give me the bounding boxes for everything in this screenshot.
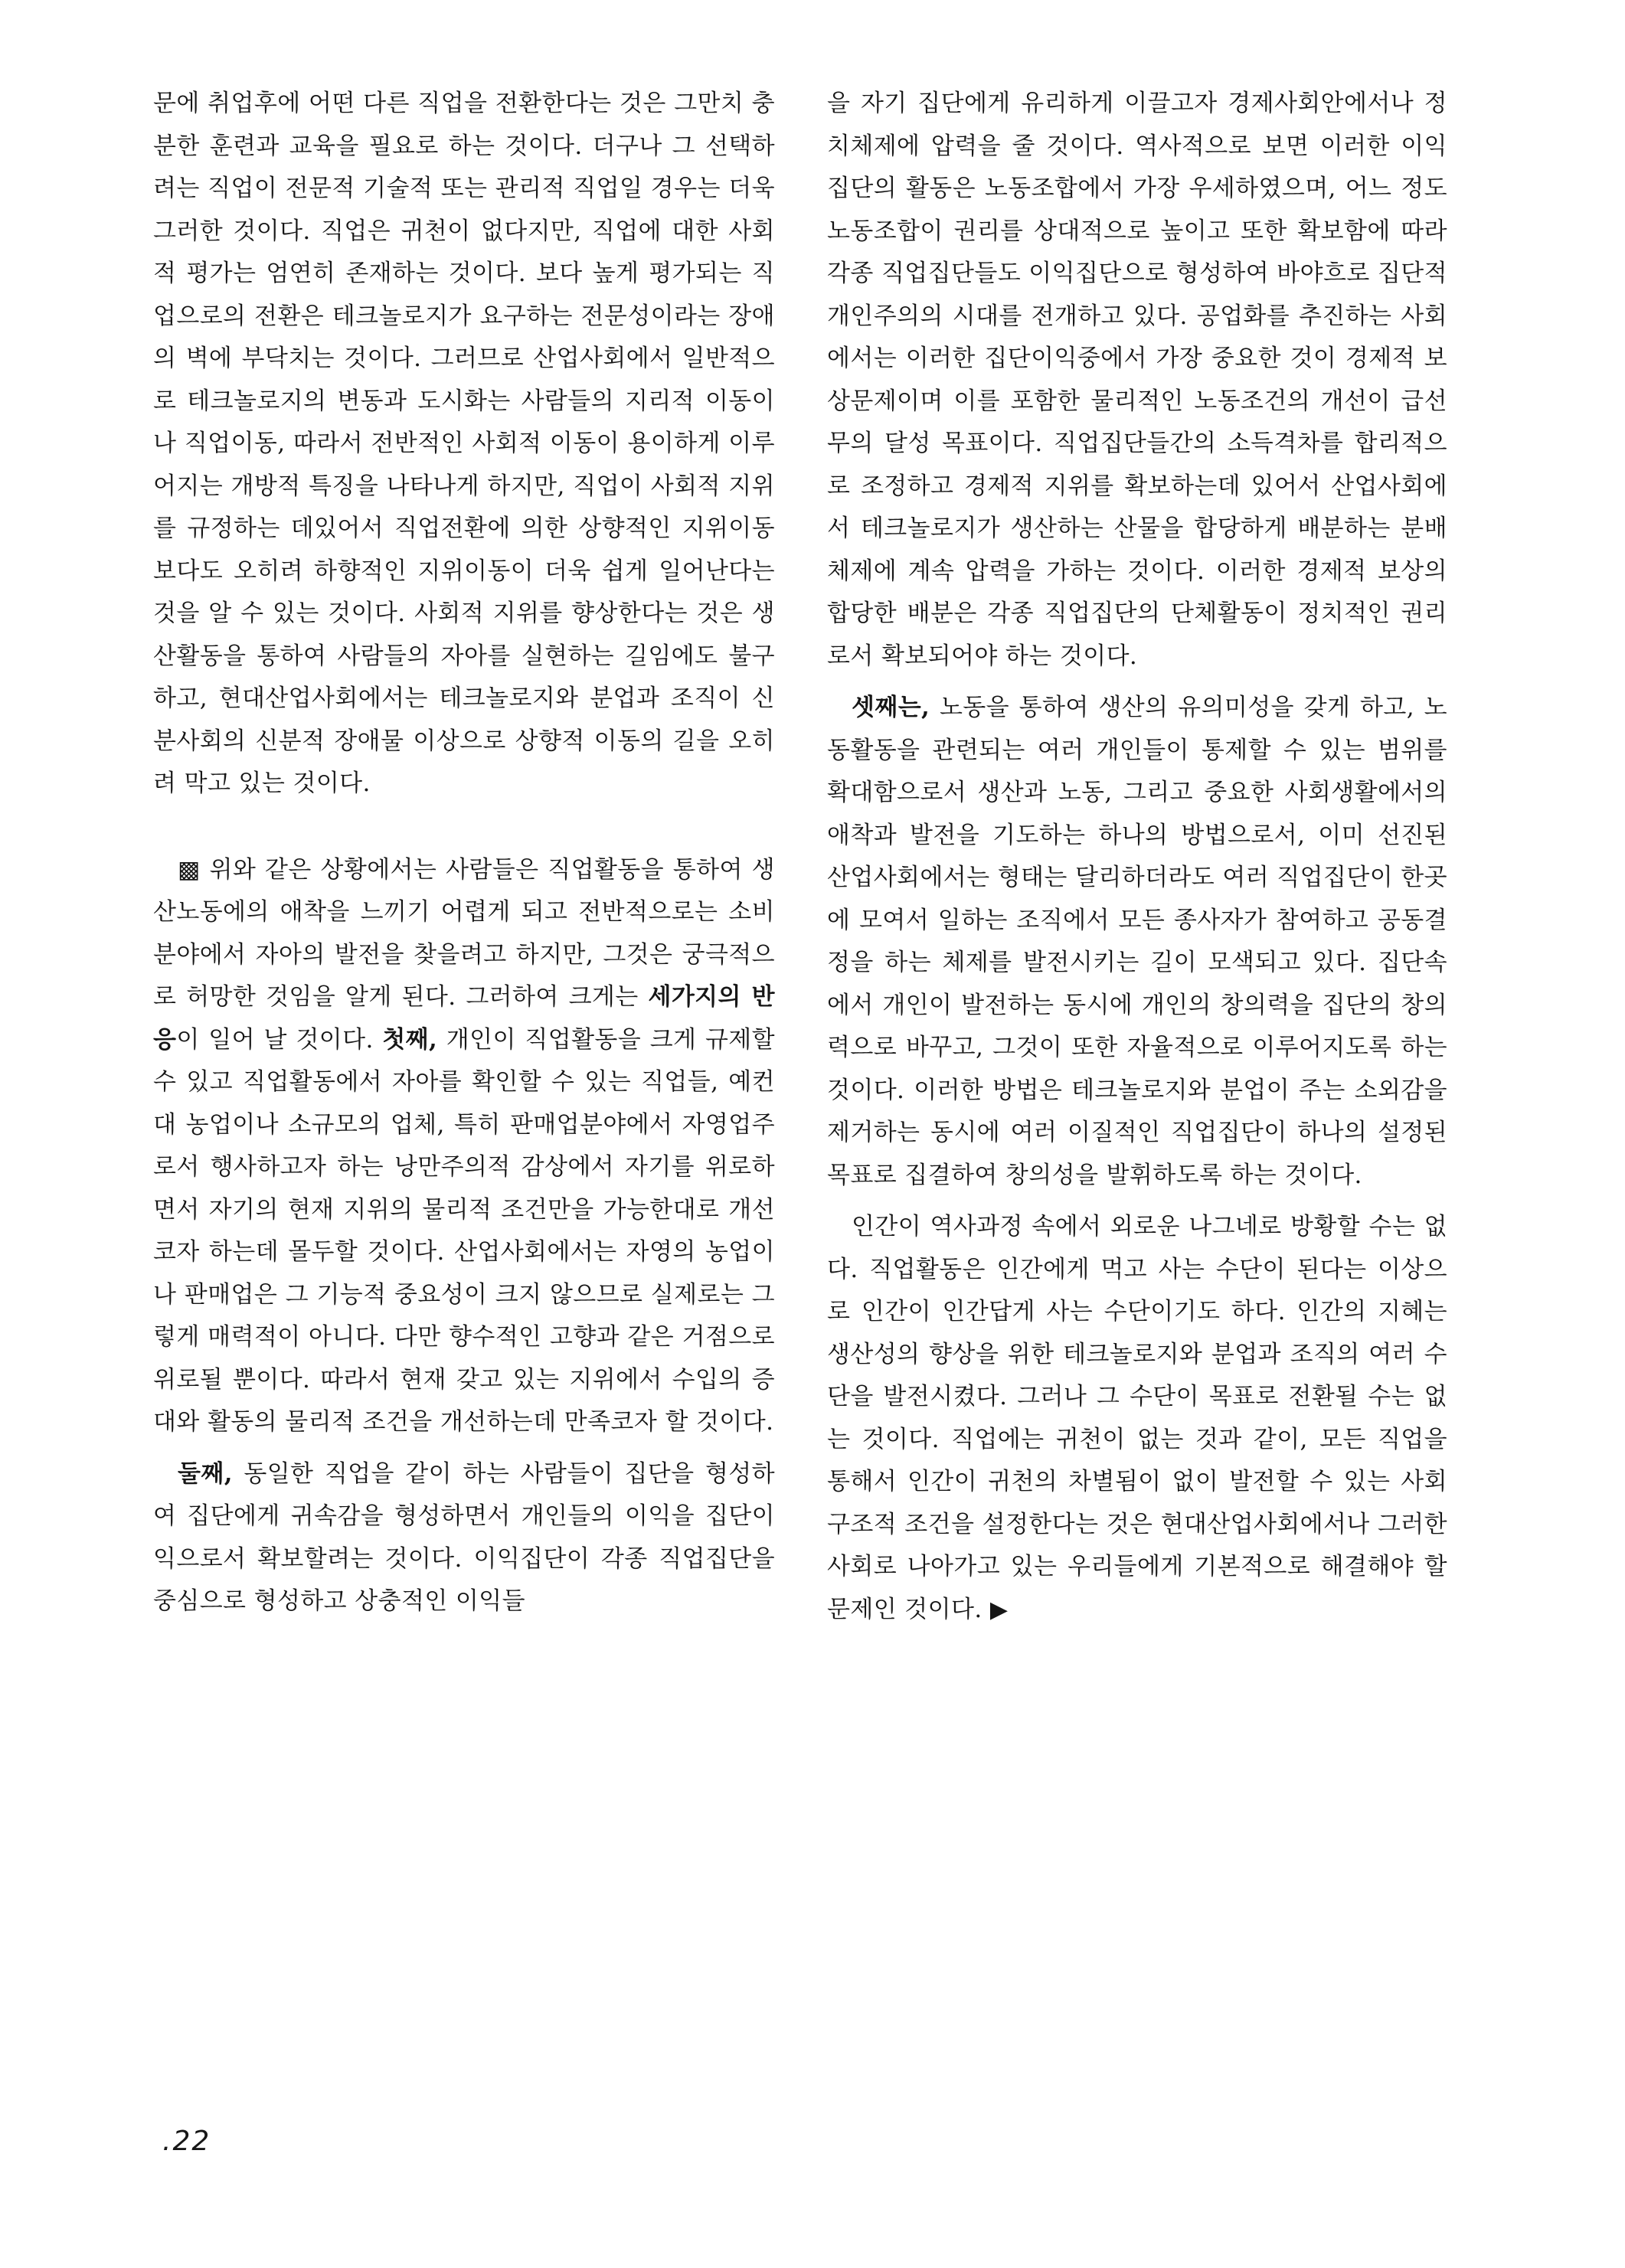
paragraph (153, 849, 775, 1444)
paragraph-text: 이 일어 날 것이다. (176, 1025, 383, 1054)
paragraph-text: 인간이 역사과정 속에서 외로운 나그네로 방황할 수는 없다. 직업활동은 인간에게 먹고 사는 수단이 된다는 이상으로 인간이 인간답게 사는 수단이기도 하다. 인간의 지혜는 생산성의 향상을 위한 테크놀로지와 분업과 조직의 여러 수단을 발전시켰다. 그러나 그 수단이 목표로 전환될 수는 없는 것이다. 직업에는 귀천이 없는 것과 같이, 모든 직업을 통해서 인간이 귀천의 차별됨이 없이 발전할 수 있는 사회 구조적 조건을 설정한다는 것은 현대산업사회에서나 그러한 사회로 나아가고 있는 우리들에게 기본적으로 해결해야 할 문제인 것이다. (827, 1213, 1447, 1623)
paragraph: 문에 취업후에 어떤 다른 직업을 전환한다는 것은 그만치 충분한 훈련과 교육을 필요로 하는 것이다. 더구나 그 선택하려는 직업이 전문적 기술적 또는 관리적 직업일 경우는 더욱 그러한 것이다. 직업은 귀천이 없다지만, 직업에 대한 사회적 평가는 엄연히 존재하는 것이다. 보다 높게 평가되는 직업으로의 전환은 테크놀로지가 요구하는 전문성이라는 장애의 벽에 부닥치는 것이다. 그러므로 산업사회에서 일반적으로 테크놀로지의 변동과 도시화는 사람들의 지리적 이동이나 직업이동, 따라서 전반적인 사회적 이동이 용이하게 이루어지는 개방적 특징을 나타나게 하지만, 직업이 사회적 지위를 규정하는 데있어서 직업전환에 의한 상향적인 지위이동보다도 오히려 하향적인 지위이동이 더욱 쉽게 일어난다는 것을 알 수 있는 것이다. 사회적 지위를 향상한다는 것은 생산활동을 통하여 사람들의 자아를 실현하는 길임에도 불구하고, 현대산업사회에서는 테크놀로지와 분업과 조직이 신분사회의 신분적 장애물 이상으로 상향적 이동의 길을 오히려 막고 있는 것이다. (153, 90, 775, 797)
paragraph: 을 자기 집단에게 유리하게 이끌고자 경제사회안에서나 정치체제에 압력을 줄 것이다. 역사적으로 보면 이러한 이익집단의 활동은 노동조합에서 가장 우세하였으며, 어느 정도 노동조합이 권리를 상대적으로 높이고 또한 확보함에 따라 각종 직업집단들도 이익집단으로 형성하여 바야흐로 집단적 개인주의의 시대를 전개하고 있다. 공업화를 추진하는 사회에서는 이러한 집단이익중에서 가장 중요한 것이 경제적 보상문제이며 이를 포함한 물리적인 노동조건의 개선이 급선무의 달성 목표이다. 직업집단들간의 소득격차를 합리적으로 조정하고 경제적 지위를 확보하는데 있어서 산업사회에서 테크놀로지가 생산하는 산물을 합당하게 배분하는 분배체제에 계속 압력을 가하는 것이다. 이러한 경제적 보상의 합당한 배분은 각종 직업집단의 단체활동이 정치적인 권리로서 확보되어야 하는 것이다. (827, 90, 1447, 670)
paragraph (153, 1453, 775, 1623)
emphasis-text: 세가지의 반응 (153, 983, 775, 1054)
paragraph-text: 개인이 직업활동을 크게 규제할 수 있고 직업활동에서 자아를 확인할 수 있는 직업들, 예컨대 농업이나 소규모의 업체, 특히 판매업분야에서 자영업주로서 행사하고자 하는 낭만주의적 감상에서 자기를 위로하면서 자기의 현재 지위의 물리적 조건만을 가능한대로 개선코자 하는데 몰두할 것이다. 산업사회에서는 자영의 농업이나 판매업은 그 기능적 중요성이 크지 않으므로 실제로는 그렇게 매력적이 아니다. 다만 향수적인 고향과 같은 거점으로 위로될 뿐이다. 따라서 현재 갖고 있는 지위에서 수입의 증대와 활동의 물리적 조건을 개선하는데 만족코자 할 것이다. (153, 1025, 775, 1436)
paragraph-text: 위와 같은 상황에서는 사람들은 직업활동을 통하여 생산노동에의 애착을 느끼기 어렵게 되고 전반적으로는 소비분야에서 자아의 발전을 찾을려고 하지만, 그것은 궁극적으로 허망한 것임을 알게 된다. 그러하여 크게는 (153, 855, 775, 1011)
end-mark-icon: ▶ (989, 1596, 1009, 1623)
emphasis-third: 셋째는, (852, 694, 930, 721)
paragraph-text: 동일한 직업을 같이 하는 사람들이 집단을 형성하여 집단에게 귀속감을 형성하면서 개인들의 이익을 집단이익으로서 확보할려는 것이다. 이익집단이 각종 직업집단을 중심으로 형성하고 상충적인 이익들 (153, 1459, 775, 1615)
paragraph-text: 노동을 통하여 생산의 유의미성을 갖게 하고, 노동활동을 관련되는 여러 개인들이 통제할 수 있는 범위를 확대함으로서 생산과 노동, 그리고 중요한 사회생활에서의 애착과 발전을 기도하는 하나의 방법으로서, 이미 선진된 산업사회에서는 형태는 달리하더라도 여러 직업집단이 한곳에 모여서 일하는 조직에서 모든 종사자가 참여하고 공동결정을 하는 체제를 발전시키는 길이 모색되고 있다. 집단속에서 개인이 발전하는 동시에 개인의 창의력을 집단의 창의력으로 바꾸고, 그것이 또한 자율적으로 이루어지도록 하는 것이다. 이러한 방법은 테크놀로지와 분업이 주는 소외감을 제거하는 동시에 여러 이질적인 직업집단이 하나의 설정된 목표로 집결하여 창의성을 발휘하도록 하는 것이다. (827, 694, 1447, 1189)
left-column (153, 83, 775, 1623)
right-column (827, 83, 1447, 1631)
paragraph (827, 1206, 1447, 1631)
bullet-mark-icon: ▩ (178, 855, 201, 884)
paragraph (827, 687, 1447, 1197)
emphasis-first: 첫째, (382, 1025, 438, 1054)
emphasis-second: 둘째, (178, 1459, 233, 1488)
page-number: .22 (162, 2126, 211, 2157)
